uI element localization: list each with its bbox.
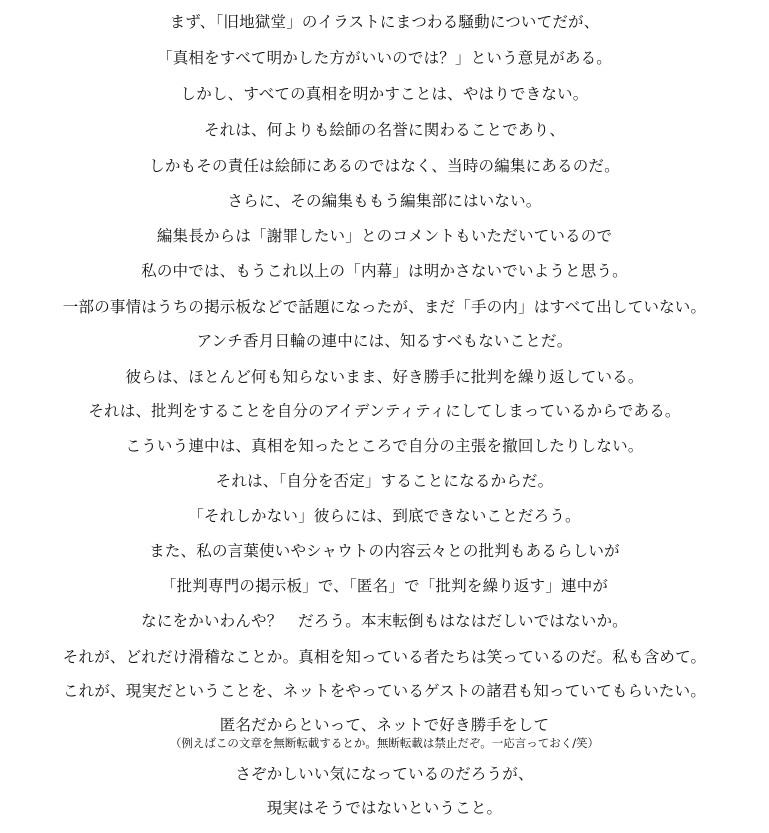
parenthetical-note: （例えばこの文章を無断転載するとか。無断転載は禁止だぞ。一応言っておく/笑） <box>169 736 600 750</box>
text-line: これが、現実だということを、ネットをやっているゲストの諸君も知っていてもらいたい。 <box>62 682 707 700</box>
text-line: 「真相をすべて明かした方がいいのでは？」という意見がある。 <box>157 49 612 67</box>
text-line: それは、批判をすることを自分のアイデンティティにしてしまっているからである。 <box>88 402 681 420</box>
text-line: 私の中では、もうこれ以上の「内幕」は明かさないでいようと思う。 <box>141 262 628 280</box>
text-line: 彼らは、ほとんど何も知らないまま、好き勝手に批判を繰り返している。 <box>125 368 644 386</box>
text-line: なにをかいわんや？ だろう。本末転倒もはなはだしいではないか。 <box>141 612 628 630</box>
text-line: 一部の事情はうちの掲示板などで話題になったが、まだ「手の内」はすべて出していない。 <box>62 298 707 316</box>
text-line: アンチ香月日輪の連中には、知るすべもないことだ。 <box>196 332 573 350</box>
text-line: さらに、その編集ももう編集部にはいない。 <box>227 192 542 210</box>
text-line: また、私の言葉使いやシャウトの内容云々との批判もあるらしいが <box>149 542 620 560</box>
text-line: 匿名だからといって、ネットで好き勝手をして <box>219 716 550 734</box>
text-line: しかもその責任は絵師にあるのではなく、当時の編集にあるのだ。 <box>149 157 620 175</box>
text-line: しかし、すべての真相を明かすことは、やはりできない。 <box>180 85 589 103</box>
text-line: それが、どれだけ滑稽なことか。真相を知っている者たちは笑っているのだ。私も含めて。 <box>62 648 707 666</box>
text-line: それは、「自分を否定」することになるからだ。 <box>215 472 554 490</box>
text-line: さぞかしいい気になっているのだろうが、 <box>235 765 534 783</box>
text-line: 「それしかない」彼らには、到底できないことだろう。 <box>188 507 581 525</box>
text-line: それは、何よりも絵師の名誉に関わることであり、 <box>203 121 566 139</box>
text-line: 編集長からは「謝罪したい」とのコメントもいただいているので <box>156 227 613 245</box>
text-line: 現実はそうではないということ。 <box>266 799 503 817</box>
text-line: 「批判専門の掲示板」で、「匿名」で「批判を繰り返す」連中が <box>160 577 609 595</box>
text-line: こういう連中は、真相を知ったところで自分の主張を撤回したりしない。 <box>125 437 644 455</box>
text-line: まず、「旧地獄堂」のイラストにまつわる騒動についてだが、 <box>169 13 600 31</box>
